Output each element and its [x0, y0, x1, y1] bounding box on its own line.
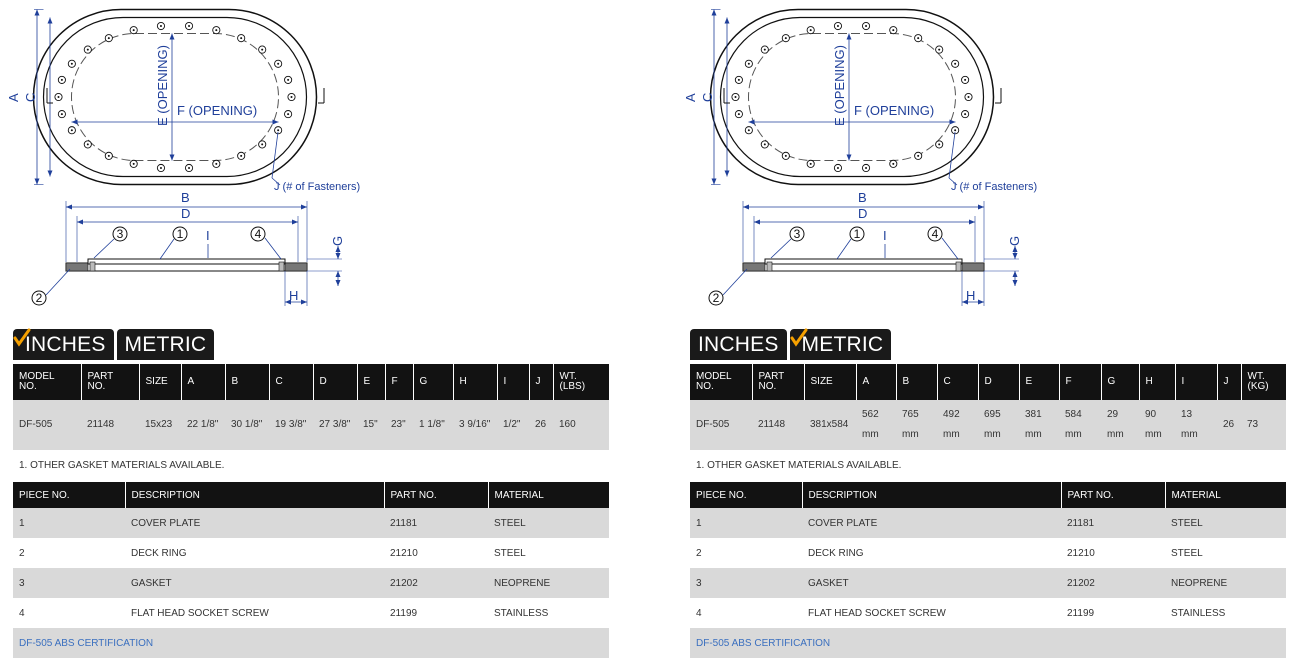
spec-table-inches — [13, 364, 610, 450]
column-header: A — [181, 364, 225, 400]
fastener-center — [240, 155, 242, 157]
parts-body — [13, 508, 609, 658]
table-cell: GASKET — [802, 568, 1061, 598]
spec-header-row — [13, 364, 609, 400]
fastener-center — [917, 37, 919, 39]
fastener-center — [87, 143, 89, 145]
table-cell: STEEL — [488, 508, 609, 538]
arrowhead — [301, 300, 307, 305]
outer-edge — [34, 10, 317, 185]
callout-4-label: 4 — [254, 227, 262, 241]
callout-4-label: 4 — [931, 227, 939, 241]
table-cell: STEEL — [1165, 538, 1286, 568]
dim-e-label: E (OPENING) — [832, 45, 847, 126]
table-row — [13, 538, 609, 568]
column-header: E — [1019, 364, 1059, 400]
leader-line — [265, 238, 281, 259]
callout-2-label: 2 — [712, 291, 720, 305]
column-header: C — [937, 364, 978, 400]
fastener-center — [215, 163, 217, 165]
top-view — [683, 10, 1037, 194]
table-cell: 21181 — [1061, 508, 1165, 538]
dim-d-label: D — [181, 206, 191, 221]
spec-table-metric — [690, 364, 1287, 450]
arrowhead — [301, 205, 307, 210]
certification-link[interactable]: DF-505 ABS CERTIFICATION — [690, 628, 1286, 658]
table-cell: 21148 — [81, 400, 139, 450]
arrowhead — [48, 171, 53, 177]
fastener-center — [748, 129, 750, 131]
dim-j-label: J (# of Fasteners) — [274, 181, 361, 193]
dim-j-label: J (# of Fasteners) — [951, 181, 1038, 193]
column-header: G — [1101, 364, 1139, 400]
tab-metric[interactable] — [790, 329, 892, 360]
column-header: PART NO. — [752, 364, 804, 400]
fastener-center — [261, 49, 263, 51]
column-header: H — [1139, 364, 1175, 400]
dim-f-label: F (OPENING) — [177, 103, 258, 118]
dim-e-label: E (OPENING) — [155, 45, 170, 126]
ring-section — [962, 263, 984, 271]
dim-a-label: A — [6, 93, 21, 102]
table-cell: COVER PLATE — [125, 508, 384, 538]
arrowhead — [1013, 253, 1018, 259]
table-cell: FLAT HEAD SOCKET SCREW — [125, 598, 384, 628]
table-cell: 21181 — [384, 508, 488, 538]
fastener-center — [735, 96, 737, 98]
ring-section — [285, 263, 307, 271]
drawing-svg — [6, 0, 610, 320]
table-row — [13, 568, 609, 598]
table-cell: 1 — [13, 508, 125, 538]
fastener-center — [865, 25, 867, 27]
fastener-center — [964, 79, 966, 81]
table-cell: 3 — [13, 568, 125, 598]
certification-row — [690, 628, 1286, 658]
column-header: G — [413, 364, 453, 400]
column-header: J — [529, 364, 553, 400]
tab-inches[interactable] — [690, 329, 787, 360]
dim-c-label: C — [700, 92, 715, 102]
column-header: C — [269, 364, 313, 400]
table-cell: 73 — [1241, 400, 1286, 450]
fastener-center — [133, 29, 135, 31]
side-view — [32, 190, 345, 306]
check-icon — [791, 329, 809, 349]
fastener-center — [892, 163, 894, 165]
dim-f-label: F (OPENING) — [854, 103, 935, 118]
arrowhead — [1013, 280, 1018, 286]
fastener-center — [964, 113, 966, 115]
arrowhead — [77, 220, 83, 225]
column-header: I — [1175, 364, 1217, 400]
table-row — [690, 538, 1286, 568]
parts-table-inches — [13, 482, 610, 658]
arrowhead — [712, 10, 717, 16]
table-cell: FLAT HEAD SOCKET SCREW — [802, 598, 1061, 628]
fastener-center — [954, 63, 956, 65]
technical-drawing — [6, 0, 610, 320]
certification-row — [13, 628, 609, 658]
fastener-center — [287, 113, 289, 115]
dim-g-label: G — [1007, 235, 1022, 246]
tab-inches-label: INCHES — [25, 332, 106, 356]
column-header: E — [357, 364, 385, 400]
column-header: H — [453, 364, 497, 400]
spec-data-row — [13, 400, 609, 450]
table-cell: DECK RING — [802, 538, 1061, 568]
dim-a-label: A — [683, 93, 698, 102]
tab-metric-label: METRIC — [801, 332, 884, 356]
cover-plate — [765, 259, 962, 264]
fastener-center — [865, 167, 867, 169]
dim-c-label: C — [23, 92, 38, 102]
table-cell: 4 — [690, 598, 802, 628]
table-cell: 26 — [1217, 400, 1241, 450]
top-view — [6, 10, 360, 194]
column-header: SIZE — [804, 364, 856, 400]
table-cell: DF-505 — [13, 400, 81, 450]
table-cell: 90 mm — [1139, 400, 1175, 450]
table-cell: 160 — [553, 400, 609, 450]
dim-b-label: B — [858, 190, 867, 205]
unit-tabs — [690, 329, 891, 360]
table-cell: 562 mm — [856, 400, 896, 450]
table-cell: NEOPRENE — [1165, 568, 1286, 598]
column-header: PART NO. — [1061, 482, 1165, 508]
leader-line — [160, 239, 174, 259]
table-cell: 15x23 — [139, 400, 181, 450]
arrowhead — [1013, 271, 1018, 277]
dim-h-label: H — [289, 288, 299, 303]
arrowhead — [978, 300, 984, 305]
column-header: MODEL NO. — [690, 364, 752, 400]
fastener-center — [277, 63, 279, 65]
leader-line — [46, 269, 70, 295]
fastener-center — [785, 155, 787, 157]
callout-1-label: 1 — [176, 227, 184, 241]
dim-g-label: G — [330, 235, 345, 246]
tab-inches-label: INCHES — [698, 332, 779, 356]
fastener-center — [87, 49, 89, 51]
fastener-center — [917, 155, 919, 157]
table-cell: 1 1/8" — [413, 400, 453, 450]
table-cell: 22 1/8" — [181, 400, 225, 450]
dim-h-label: H — [966, 288, 976, 303]
fastener-center — [188, 167, 190, 169]
fastener-center — [61, 79, 63, 81]
table-cell: 26 — [529, 400, 553, 450]
screw — [279, 262, 284, 271]
callout-3-label: 3 — [793, 227, 801, 241]
fastener-center — [785, 37, 787, 39]
spec-header-row — [690, 364, 1286, 400]
fastener-center — [954, 129, 956, 131]
table-cell: 21199 — [1061, 598, 1165, 628]
column-header: SIZE — [139, 364, 181, 400]
column-header: B — [225, 364, 269, 400]
fastener-center — [188, 25, 190, 27]
table-row — [13, 598, 609, 628]
callout-1-label: 1 — [853, 227, 861, 241]
parts-table-metric — [690, 482, 1287, 658]
fastener-center — [277, 129, 279, 131]
fastener-center — [738, 113, 740, 115]
parts-header-row — [690, 482, 1286, 508]
technical-drawing — [683, 0, 1287, 320]
column-header: WT. (KG) — [1241, 364, 1286, 400]
table-cell: 21202 — [1061, 568, 1165, 598]
screw — [90, 262, 95, 271]
leader-line — [771, 239, 791, 258]
fastener-center — [738, 79, 740, 81]
dim-b-label: B — [181, 190, 190, 205]
arrowhead — [969, 220, 975, 225]
fastener-center — [71, 63, 73, 65]
column-header: MODEL NO. — [13, 364, 81, 400]
fastener-center — [968, 96, 970, 98]
table-cell: 1 — [690, 508, 802, 538]
fastener-center — [160, 25, 162, 27]
table-cell: 381 mm — [1019, 400, 1059, 450]
table-cell: 27 3/8" — [313, 400, 357, 450]
fastener-center — [71, 129, 73, 131]
column-header: F — [385, 364, 413, 400]
table-cell: DECK RING — [125, 538, 384, 568]
parts-header-row — [13, 482, 609, 508]
column-header: D — [313, 364, 357, 400]
dim-i-label: I — [206, 228, 210, 243]
table-cell: 21202 — [384, 568, 488, 598]
arrowhead — [336, 253, 341, 259]
fastener-center — [810, 163, 812, 165]
unit-tabs — [13, 329, 214, 360]
column-header: PART NO. — [81, 364, 139, 400]
fastener-center — [61, 113, 63, 115]
table-cell: 3 — [690, 568, 802, 598]
fastener-center — [938, 49, 940, 51]
metric-panel — [683, 0, 1287, 664]
dim-i-label: I — [883, 228, 887, 243]
fastener-center — [240, 37, 242, 39]
check-icon — [14, 329, 32, 349]
spec-data-row — [690, 400, 1286, 450]
fastener-center — [938, 143, 940, 145]
fastener-center — [215, 29, 217, 31]
fastener-center — [261, 143, 263, 145]
dim-d-label: D — [858, 206, 868, 221]
callout-3-label: 3 — [116, 227, 124, 241]
table-cell: COVER PLATE — [802, 508, 1061, 538]
column-header: I — [497, 364, 529, 400]
fastener-center — [291, 96, 293, 98]
column-header: A — [856, 364, 896, 400]
inches-panel — [6, 0, 610, 664]
table-cell: 21148 — [752, 400, 804, 450]
leader-line — [94, 239, 114, 258]
column-header: MATERIAL — [488, 482, 609, 508]
fastener-center — [764, 143, 766, 145]
table-row — [690, 508, 1286, 538]
table-cell: 21199 — [384, 598, 488, 628]
drawing-svg — [683, 0, 1287, 320]
table-cell: 21210 — [384, 538, 488, 568]
column-header: F — [1059, 364, 1101, 400]
column-header: DESCRIPTION — [125, 482, 384, 508]
fastener-center — [837, 167, 839, 169]
screw — [767, 262, 772, 271]
column-header: DESCRIPTION — [802, 482, 1061, 508]
fastener-center — [58, 96, 60, 98]
fastener-center — [764, 49, 766, 51]
arrowhead — [712, 179, 717, 185]
table-cell: STEEL — [488, 538, 609, 568]
fastener-center — [748, 63, 750, 65]
table-cell: 3 9/16" — [453, 400, 497, 450]
table-cell: 15" — [357, 400, 385, 450]
table-cell: 2 — [13, 538, 125, 568]
table-cell: 30 1/8" — [225, 400, 269, 450]
table-row — [690, 598, 1286, 628]
fastener-center — [810, 29, 812, 31]
outer-edge — [711, 10, 994, 185]
column-header: PIECE NO. — [690, 482, 802, 508]
leader-line — [723, 269, 747, 295]
fastener-center — [133, 163, 135, 165]
table-cell: 2 — [690, 538, 802, 568]
table-cell: 21210 — [1061, 538, 1165, 568]
arrowhead — [35, 10, 40, 16]
tab-metric-label: METRIC — [124, 332, 207, 356]
fastener-center — [108, 155, 110, 157]
column-header: J — [1217, 364, 1241, 400]
table-cell: GASKET — [125, 568, 384, 598]
column-header: PIECE NO. — [13, 482, 125, 508]
table-cell: STAINLESS — [488, 598, 609, 628]
table-cell: STAINLESS — [1165, 598, 1286, 628]
table-cell: 19 3/8" — [269, 400, 313, 450]
parts-body — [690, 508, 1286, 658]
tab-metric[interactable] — [117, 329, 215, 360]
tab-inches[interactable] — [13, 329, 114, 360]
table-cell: 23" — [385, 400, 413, 450]
arrowhead — [743, 205, 749, 210]
column-header: MATERIAL — [1165, 482, 1286, 508]
table-cell: 765 mm — [896, 400, 937, 450]
arrowhead — [754, 220, 760, 225]
column-header: B — [896, 364, 937, 400]
certification-link[interactable]: DF-505 ABS CERTIFICATION — [13, 628, 609, 658]
arrowhead — [336, 280, 341, 286]
arrowhead — [725, 171, 730, 177]
side-view — [709, 190, 1022, 306]
screw — [956, 262, 961, 271]
arrowhead — [292, 220, 298, 225]
fastener-center — [837, 25, 839, 27]
arrowhead — [66, 205, 72, 210]
fastener-center — [108, 37, 110, 39]
arrowhead — [978, 205, 984, 210]
footnote: 1. OTHER GASKET MATERIALS AVAILABLE. — [696, 460, 902, 471]
table-cell: 29 mm — [1101, 400, 1139, 450]
table-row — [690, 568, 1286, 598]
table-row — [13, 508, 609, 538]
table-cell: 492 mm — [937, 400, 978, 450]
table-cell: 4 — [13, 598, 125, 628]
callout-2-label: 2 — [35, 291, 43, 305]
table-cell: 695 mm — [978, 400, 1019, 450]
column-header: PART NO. — [384, 482, 488, 508]
arrowhead — [725, 18, 730, 24]
table-cell: NEOPRENE — [488, 568, 609, 598]
column-header: WT. (LBS) — [553, 364, 609, 400]
table-cell: 584 mm — [1059, 400, 1101, 450]
cover-plate — [88, 259, 285, 264]
arrowhead — [35, 179, 40, 185]
table-cell: 381x584 — [804, 400, 856, 450]
table-cell: STEEL — [1165, 508, 1286, 538]
fastener-center — [892, 29, 894, 31]
arrowhead — [48, 18, 53, 24]
leader-line — [837, 239, 851, 259]
table-cell: 13 mm — [1175, 400, 1217, 450]
fastener-center — [287, 79, 289, 81]
table-cell: 1/2" — [497, 400, 529, 450]
leader-line — [942, 238, 958, 259]
fastener-center — [160, 167, 162, 169]
column-header: D — [978, 364, 1019, 400]
table-cell: DF-505 — [690, 400, 752, 450]
footnote: 1. OTHER GASKET MATERIALS AVAILABLE. — [19, 460, 225, 471]
arrowhead — [336, 271, 341, 277]
